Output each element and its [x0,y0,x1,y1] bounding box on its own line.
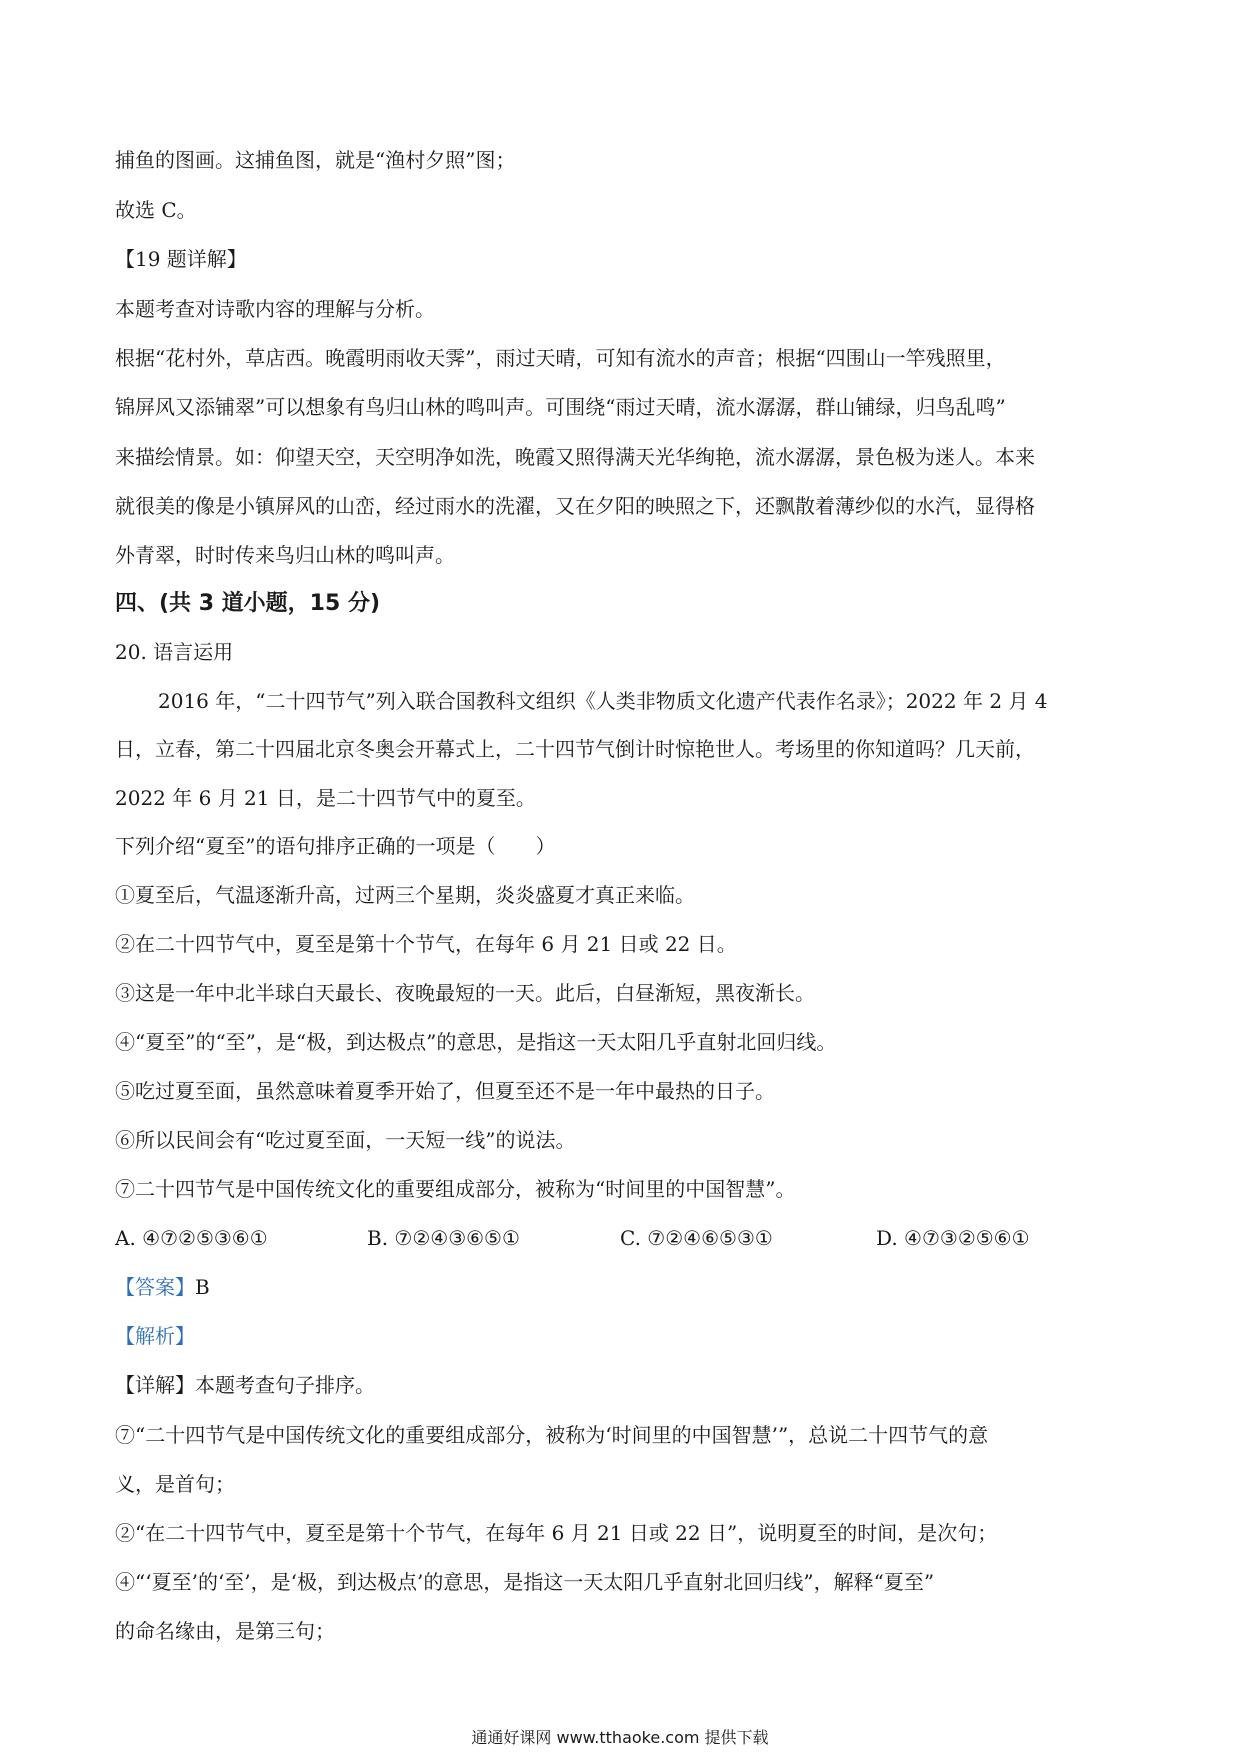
text-line: 故选 C。 [115,198,197,222]
option-d: D. ④⑦③②⑤⑥① [876,1226,1030,1250]
option-b: B. ⑦②④③⑥⑤① [367,1226,520,1250]
text-line: 义，是首句； [115,1472,235,1496]
sentence-item: ①夏至后，气温逐渐升高，过两三个星期，炎炎盛夏才真正来临。 [115,883,695,907]
text-line: ⑦“二十四节气是中国传统文化的重要组成部分，被称为‘时间里的中国智慧’”，总说二十四节气的意 [115,1423,989,1447]
text-line: 捕鱼的图画。这捕鱼图，就是“渔村夕照”图； [115,148,516,172]
sentence-item: ⑥所以民间会有“吃过夏至面，一天短一线”的说法。 [115,1128,576,1152]
sentence-item: ②在二十四节气中，夏至是第十个节气，在每年 6 月 21 日或 22 日。 [115,932,737,956]
sentence-item: ⑦二十四节气是中国传统文化的重要组成部分，被称为“时间里的中国智慧”。 [115,1177,796,1201]
text-line: 锦屏风又添铺翠”可以想象有鸟归山林的鸣叫声。可围绕“雨过天晴，流水潺潺，群山铺绿，归鸟乱鸣” [115,395,1006,419]
sentence-item: ③这是一年中北半球白天最长、夜晚最短的一天。此后，白昼渐短，黑夜渐长。 [115,981,815,1005]
text-line: 本题考查对诗歌内容的理解与分析。 [115,297,435,321]
passage-line: 日，立春，第二十四届北京冬奥会开幕式上，二十四节气倒计时惊艳世人。考场里的你知道吗？几天前， [115,737,1035,761]
text-line: 来描绘情景。如：仰望天空，天空明净如洗，晚霞又照得满天光华绚艳，流水潺潺，景色极为迷人。本来 [115,445,1035,469]
passage-line: 2022 年 6 月 21 日，是二十四节气中的夏至。 [115,786,536,810]
section-label: 【19 题详解】 [115,247,247,271]
text-line: 外青翠，时时传来鸟归山林的鸣叫声。 [115,543,455,567]
analysis-tag: 【解析】 [115,1324,195,1348]
text-line: 根据“花村外，草店西。晚霞明雨收天霁”，雨过天晴，可知有流水的声音；根据“四围山一竿残照里， [115,346,1006,370]
answer-line [115,1273,1125,1301]
text-line: ②“在二十四节气中，夏至是第十个节气，在每年 6 月 21 日或 22 日”，说明夏至的时间，是次句； [115,1521,998,1545]
footer-watermark: 通通好课网 www.tthaoke.com 提供下载 [471,1728,769,1747]
option-c: C. ⑦②④⑥⑤③① [620,1226,773,1250]
sentence-item: ⑤吃过夏至面，虽然意味着夏季开始了，但夏至还不是一年中最热的日子。 [115,1079,775,1103]
section-heading: 四、(共 3 道小题，15 分) [115,591,381,616]
passage-line: 2016 年，“二十四节气”列入联合国教科文组织《人类非物质文化遗产代表作名录》；2022 年 2 月 4 [158,689,1048,713]
text-line: 就很美的像是小镇屏风的山峦，经过雨水的洗濯，又在夕阳的映照之下，还飘散着薄纱似的水汽，显得格 [115,494,1035,518]
option-a: A. ④⑦②⑤③⑥① [115,1226,268,1250]
question-stem: 下列介绍“夏至”的语句排序正确的一项是（ ） [115,834,556,858]
answer-value: B [195,1275,210,1299]
text-line: 【详解】本题考查句子排序。 [115,1373,375,1397]
text-line: 的命名缘由，是第三句； [115,1619,335,1643]
sentence-item: ④“夏至”的“至”，是“极，到达极点”的意思，是指这一天太阳几乎直射北回归线。 [115,1030,837,1054]
answer-tag: 【答案】 [115,1275,195,1299]
text-line: ④“‘夏至’的‘至’，是‘极，到达极点’的意思，是指这一天太阳几乎直射北回归线”，解释“夏至” [115,1570,935,1594]
question-title: 20. 语言运用 [115,640,234,664]
